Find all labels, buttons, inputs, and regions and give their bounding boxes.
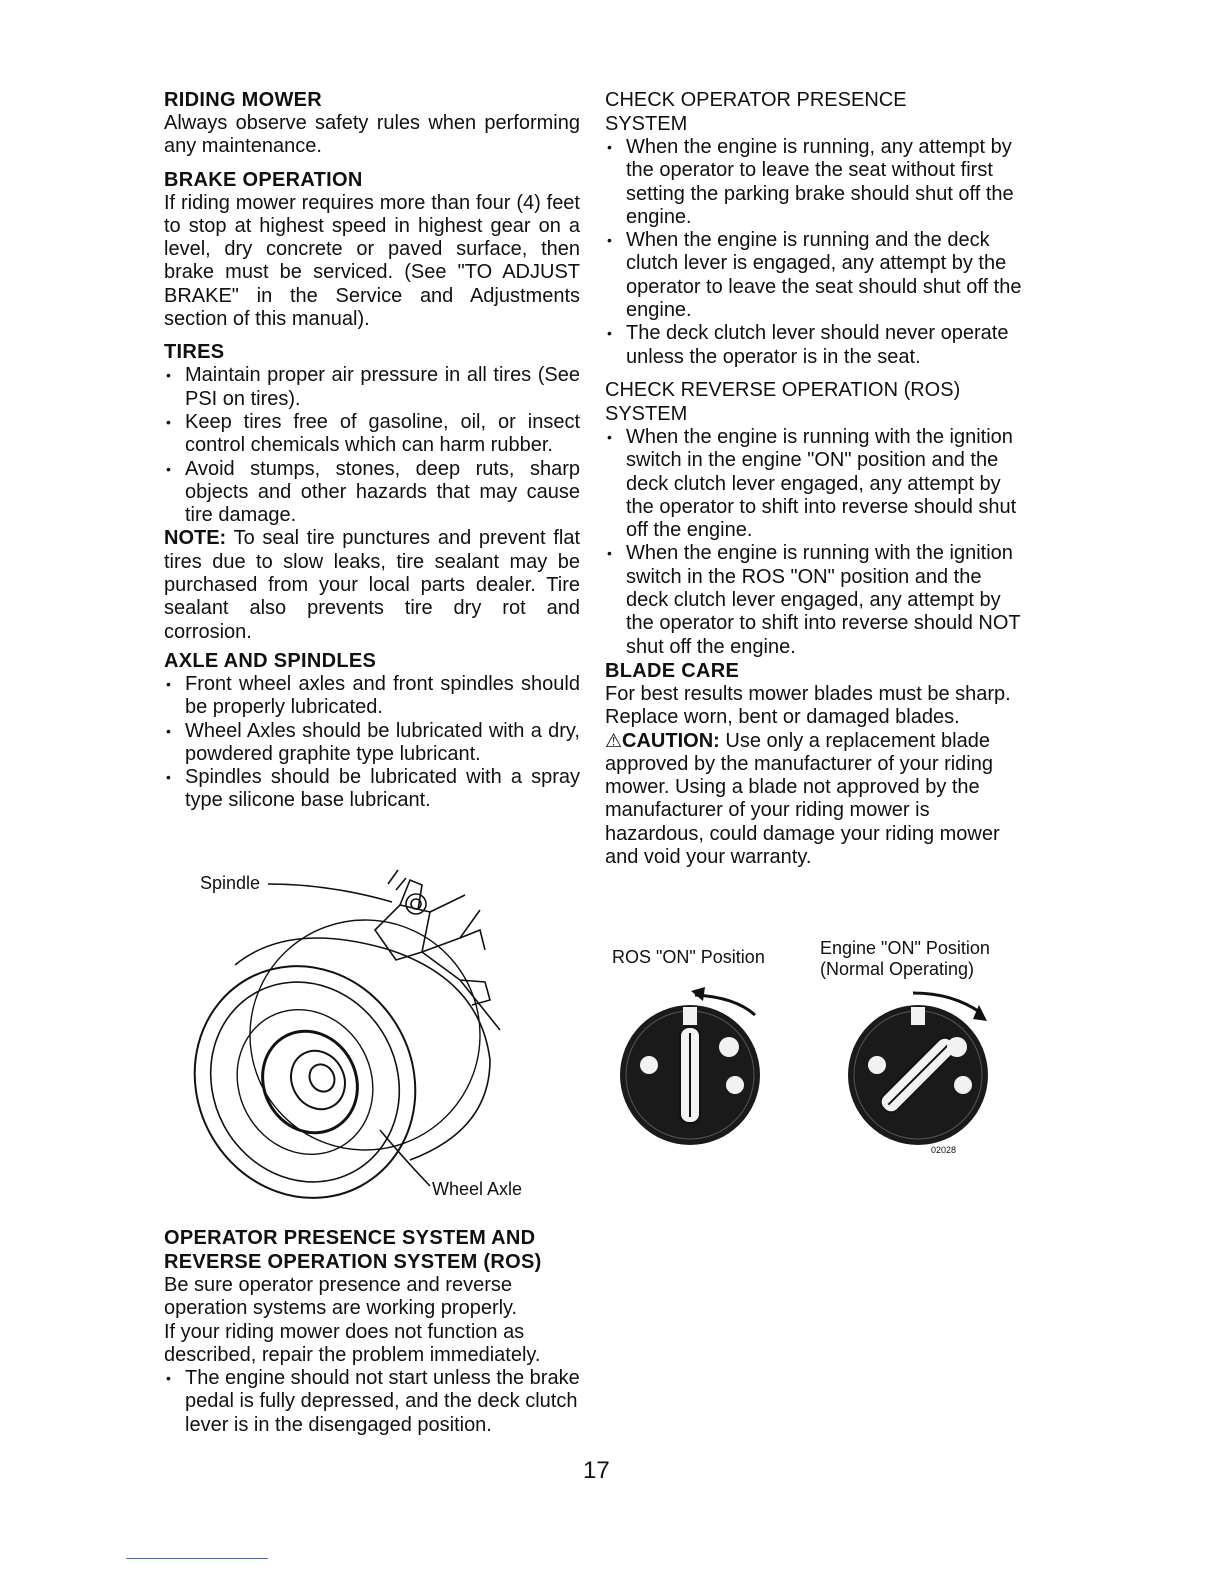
part-code: 02028 [931, 1145, 957, 1155]
wheel-axle-label: Wheel Axle [432, 1179, 523, 1199]
page-number: 17 [583, 1457, 610, 1484]
ros-on-position-label: ROS "ON" Position [612, 947, 765, 967]
engine-on-position-label: Engine "ON" Position [820, 938, 990, 958]
riding-mower-heading: RIDING MOWER [164, 89, 323, 111]
check-ops-heading-line2: SYSTEM [605, 113, 688, 135]
brake-operation-heading: BRAKE OPERATION [164, 168, 363, 191]
note-label: NOTE: [164, 527, 227, 550]
wheel-illustration [160, 860, 580, 1210]
engine-switch-dial-icon [833, 985, 1003, 1175]
check-ros-heading-line2: SYSTEM [605, 402, 688, 425]
left-column [164, 88, 580, 813]
tires-note [164, 527, 580, 643]
right-column [605, 88, 1025, 869]
ignition-switch-figure [605, 935, 1025, 1165]
spindle-label: Spindle [200, 873, 261, 893]
check-ros-list [605, 426, 1025, 659]
note-text: To seal tire punctures and prevent flat tires due to slow leaks, tire sealant may be purchased from your local parts dealer. Tire sealant also prevents tire dry rot and corrosion. [164, 527, 581, 643]
tires-list [164, 364, 580, 527]
wheel-axle-figure [160, 860, 580, 1210]
list-item: • Front wheel axles and front spindles should be properly lubricated. [164, 673, 580, 720]
blade-care-text: For best results mower blades must be sharp. Replace worn, bent or damaged blades. [605, 682, 1011, 729]
footer-rule [126, 1558, 268, 1559]
ops-heading-line2: REVERSE OPERATION SYSTEM (ROS) [164, 1251, 542, 1273]
axle-list [164, 673, 580, 813]
check-ros-heading-line1: CHECK REVERSE OPERATION (ROS) [605, 378, 961, 401]
caution-text [605, 730, 1025, 870]
left-column-bottom [164, 1226, 580, 1437]
list-item: • When the engine is running and the deck clutch lever is engaged, any attempt by the operator to leave the seat should shut off the engine. [605, 229, 1025, 322]
brake-operation-text: If riding mower requires more than four (4) feet to stop at highest speed in highest gear on a level, dry concrete or paved surface, then brake must be serviced. (See "TO ADJUST BRAKE" in the Service and Adjustments section of this manual). [164, 191, 580, 331]
list-item: • Keep tires free of gasoline, oil, or insect control chemicals which can harm rubber. [164, 411, 580, 458]
blade-care-heading: BLADE CARE [605, 659, 740, 682]
ops-heading-line1: OPERATOR PRESENCE SYSTEM AND [164, 1227, 536, 1249]
ops-text-1: Be sure operator presence and reverse operation systems are working properly. [164, 1274, 518, 1320]
ops-list [164, 1367, 580, 1437]
list-item: • Spindles should be lubricated with a spray type silicone base lubricant. [164, 766, 580, 813]
list-item: • Maintain proper air pressure in all tires (See PSI on tires). [164, 364, 580, 411]
list-item: • Avoid stumps, stones, deep ruts, sharp objects and other hazards that may cause tire damage. [164, 458, 580, 528]
list-item: • When the engine is running with the ignition switch in the engine "ON" position and the deck clutch lever engaged, any attempt by the operator to shift into reverse should shut off the engine. [605, 426, 1025, 542]
check-ops-list [605, 136, 1025, 369]
caution-body: Use only a replacement blade approved by the manufacturer of your riding mower. Using a blade not approved by the manufacturer of your riding mower is hazardous, could damage your riding mower and void your warranty. [605, 729, 1000, 869]
list-item: • When the engine is running with the ignition switch in the ROS "ON" position and the deck clutch lever engaged, any attempt by the operator to shift into reverse should NOT shut off the engine. [605, 542, 1025, 658]
riding-mower-text: Always observe safety rules when performing any maintenance. [164, 112, 580, 158]
list-item: • Wheel Axles should be lubricated with a dry, powdered graphite type lubricant. [164, 720, 580, 767]
ros-switch-dial-icon [605, 985, 775, 1155]
axle-spindles-heading: AXLE AND SPINDLES [164, 649, 377, 672]
warning-icon: ⚠ [605, 730, 623, 752]
normal-operating-label: (Normal Operating) [820, 959, 975, 979]
tires-heading: TIRES [164, 341, 225, 364]
list-item: • The deck clutch lever should never operate unless the operator is in the seat. [605, 322, 1025, 369]
ops-text-2: If your riding mower does not function as described, repair the problem immediately. [164, 1320, 541, 1366]
list-item: • The engine should not start unless the brake pedal is fully depressed, and the deck clutch lever is in the disengaged position. [164, 1367, 580, 1437]
caution-label: CAUTION: [622, 729, 720, 752]
list-item: • When the engine is running, any attempt by the operator to leave the seat without first setting the parking brake should shut off the engine. [605, 136, 1025, 229]
check-ops-heading-line1: CHECK OPERATOR PRESENCE [605, 89, 907, 111]
